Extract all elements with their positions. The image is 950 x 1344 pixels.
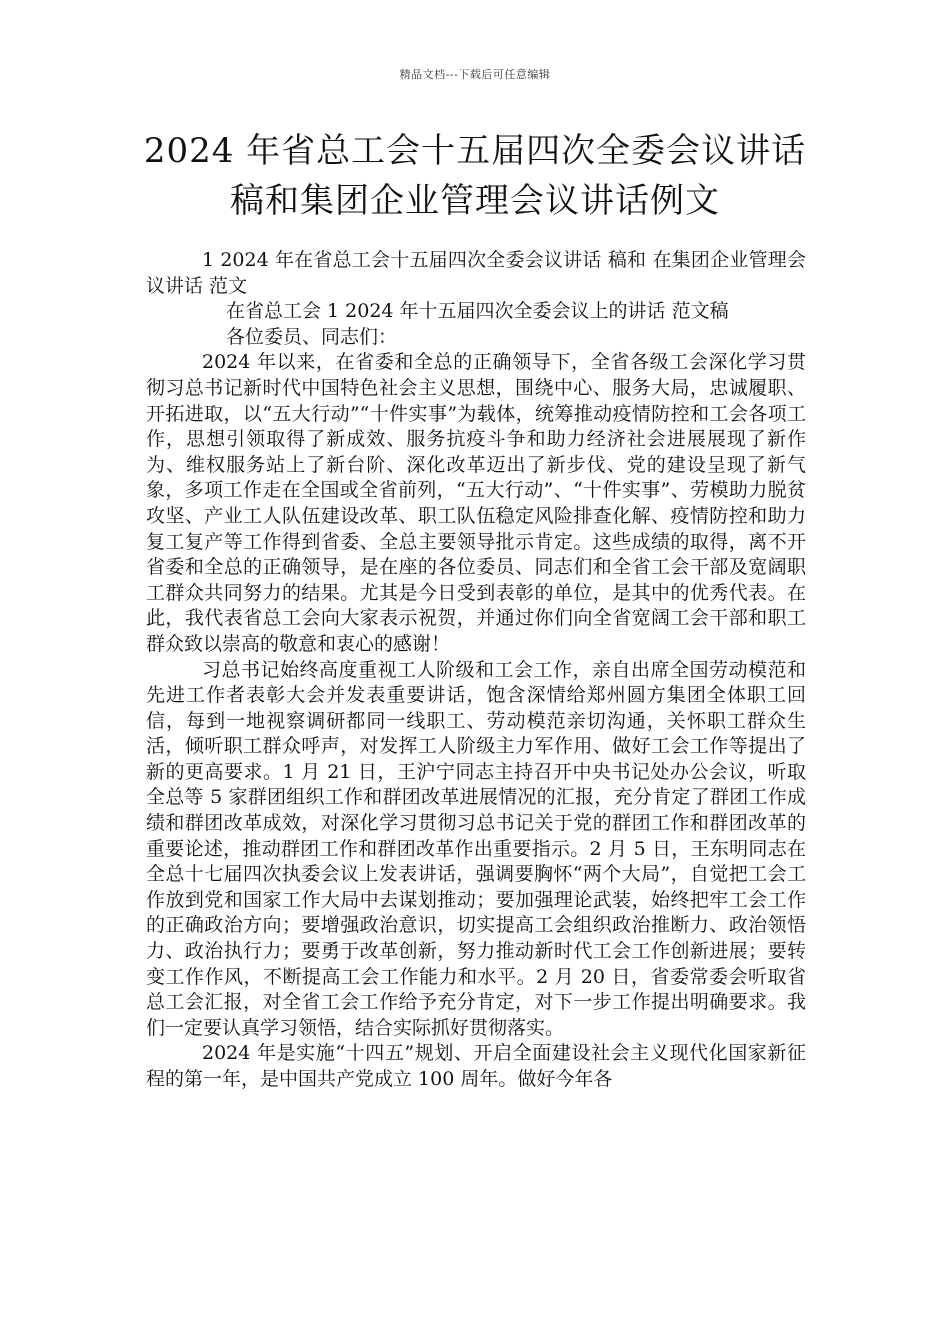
header-note: 精品文档---下载后可任意编辑 — [399, 68, 551, 81]
paragraph-salutation: 各位委员、同志们： — [226, 325, 398, 348]
paragraph-speech-title: 在省总工会 1 2024 年十五届四次全委会议上的讲话 范文稿 — [226, 300, 729, 323]
title-line-1: 2024 年省总工会十五届四次全委会议讲话 — [143, 131, 807, 171]
paragraph-subtitle: 1 2024 年在省总工会十五届四次全委会议讲话 稿和 在集团企业管理会议讲话 范文 — [146, 249, 806, 297]
document-body — [146, 248, 806, 1093]
paragraph-body: 习总书记始终高度重视工人阶级和工会工作，亲自出席全国劳动模范和先进工作者表彰大会并发表重要讲话，饱含深情给郑州圆方集团全体职工回信，每到一地视察调研都同一线职工、劳动模范亲切沟通，关怀职工群众生活，倾听职工群众呼声，对发挥工人阶级主力军作用、做好工会工作等提出了新的更高要求。1 月 21 日，王沪宁同志主持召开中央书记处办公会议，听取全总等 5 家群团组织工作和群团改革进展情况的汇报，充分肯定了群团工作成绩和群团改革成效，对深化学习贯彻习总书记关于党的群团工作和群团改革的重要论述，推动群团工作和群团改革作出重要指示。2 月 5 日，王东明同志在全总十七届四次执委会议上发表讲话，强调要胸怀“两个大局”，自觉把工会工作放到党和国家工作大局中去谋划推动；要加强理论武装，始终把牢工会工作的正确政治方向；要增强政治意识，切实提高工会组织政治推断力、政治领悟力、政治执行力；要勇于改革创新，努力推动新时代工会工作创新进展；要转变工作作风，不断提高工会工作能力和水平。2 月 20 日，省委常委会听取省总工会汇报，对全省工会工作给予充分肯定，对下一步工作提出明确要求。我们一定要认真学习领悟，结合实际抓好贯彻落实。 — [146, 658, 806, 1039]
title-line-2: 稿和集团企业管理会议讲话例文 — [230, 181, 720, 221]
paragraph-body: 2024 年是实施“十四五”规划、开启全面建设社会主义现代化国家新征程的第一年，是中国共产党成立 100 周年。做好今年各 — [146, 1042, 806, 1090]
document-title — [130, 126, 820, 226]
paragraph-body: 2024 年以来，在省委和全总的正确领导下，全省各级工会深化学习贯彻习总书记新时代中国特色社会主义思想，围绕中心、服务大局，忠诚履职、开拓进取，以“五大行动”“十件实事”为载体，统筹推动疫情防控和工会各项工作，思想引领取得了新成效、服务抗疫斗争和助力经济社会进展展现了新作为、维权服务站上了新台阶、深化改革迈出了新步伐、党的建设呈现了新气象，多项工作走在全国或全省前列，“五大行动”、“十件实事”、劳模助力脱贫攻坚、产业工人队伍建设改革、职工队伍稳定风险排查化解、疫情防控和助力复工复产等工作得到省委、全总主要领导批示肯定。这些成绩的取得，离不开省委和全总的正确领导，是在座的各位委员、同志们和全省工会干部及宽阔职工群众共同努力的结果。尤其是今日受到表彰的单位，是其中的优秀代表。在此，我代表省总工会向大家表示祝贺，并通过你们向全省宽阔工会干部和职工群众致以崇高的敬意和衷心的感谢！ — [146, 351, 806, 655]
